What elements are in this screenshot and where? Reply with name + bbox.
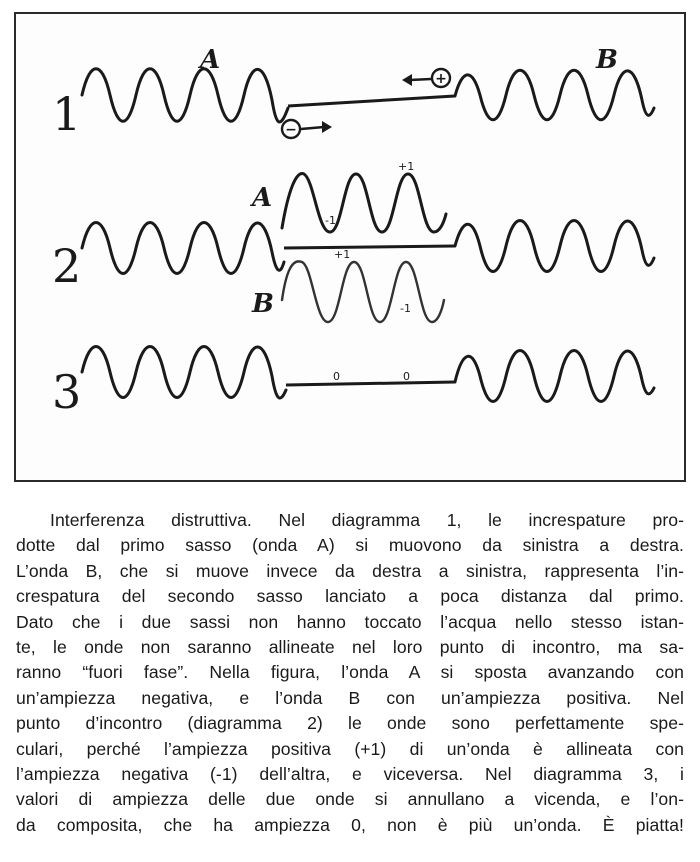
row-1-label-a: A <box>200 45 221 75</box>
caption-line-4: crespatura del secondo sasso lanciato a poca distanza dal primo. <box>16 586 684 607</box>
row-2-label-a: A <box>252 183 273 213</box>
caption-line-2: dotte dal primo sasso (onda A) si muovono da sinistra a destra. <box>16 535 684 556</box>
caption-line-10: culari, perché l’ampiezza positiva (+1) di un’onda è allineata con <box>16 738 684 759</box>
caption-line-9: punto d’incontro (diagramma 2) le onde sono perfettamente spe- <box>16 713 684 734</box>
row-3-amp-zero-2: 0 <box>403 370 410 383</box>
row-1-positive-marker <box>402 69 450 87</box>
row-3-amp-zero-1: 0 <box>333 370 340 383</box>
row-1-negative-sign: − <box>285 122 297 138</box>
caption-line-8: un’ampiezza negativa, e l’onda B con un’ampiezza positiva. Nel <box>16 687 684 708</box>
row-2-number: 2 <box>52 239 82 293</box>
row-2-wave-a <box>282 174 446 232</box>
row-3-wave-right <box>455 351 654 402</box>
figure-caption <box>16 508 684 838</box>
row-1-wave-b <box>455 70 654 120</box>
row-2-amp-b-positive: +1 <box>334 248 351 261</box>
row-1-number: 1 <box>52 87 82 141</box>
caption-line-6: te, le onde non saranno allineate nel loro punto di incontro, ma sa- <box>16 637 684 658</box>
row-1-negative-marker <box>282 120 332 138</box>
caption-line-13: da composita, che ha ampiezza 0, non è più un’onda. È piatta! <box>16 814 684 835</box>
row-2-amp-b-negative: -1 <box>400 302 411 315</box>
row-1-wave-a <box>82 69 288 122</box>
caption-line-12: valori di ampiezza delle due onde si annullano a vicenda, e l’on- <box>16 789 684 810</box>
row-3-number: 3 <box>52 365 82 419</box>
caption-line-5: Dato che i due sassi non hanno toccato l’acqua nello stesso istan- <box>16 611 684 632</box>
row-2-wave-left <box>82 223 284 274</box>
row-2-wave-b <box>282 261 444 322</box>
row-2-label-b: B <box>252 289 274 319</box>
row-2-amp-a-negative: -1 <box>325 214 336 227</box>
row-2-wave-right <box>455 221 654 272</box>
row-1-positive-sign: + <box>435 71 447 87</box>
row-3-flat-segment <box>286 382 455 385</box>
caption-line-1: Interferenza distruttiva. Nel diagramma 1, le increspature pro- <box>50 510 684 530</box>
row-2-amp-a-positive: +1 <box>398 160 415 173</box>
row-1-flat-segment <box>288 96 455 106</box>
caption-line-7: ranno “fuori fase”. Nella figura, l’onda A si sposta avanzando con <box>16 662 684 683</box>
row-2-flat-segment <box>284 246 455 248</box>
caption-line-11: l’ampiezza negativa (-1) dell’altra, e viceversa. Nel diagramma 3, i <box>16 764 684 785</box>
caption-line-3: L’onda B, che si muove invece da destra a sinistra, rappresenta l’in- <box>16 560 684 581</box>
row-3-wave-left <box>82 347 286 399</box>
row-1-label-b: B <box>596 45 618 75</box>
